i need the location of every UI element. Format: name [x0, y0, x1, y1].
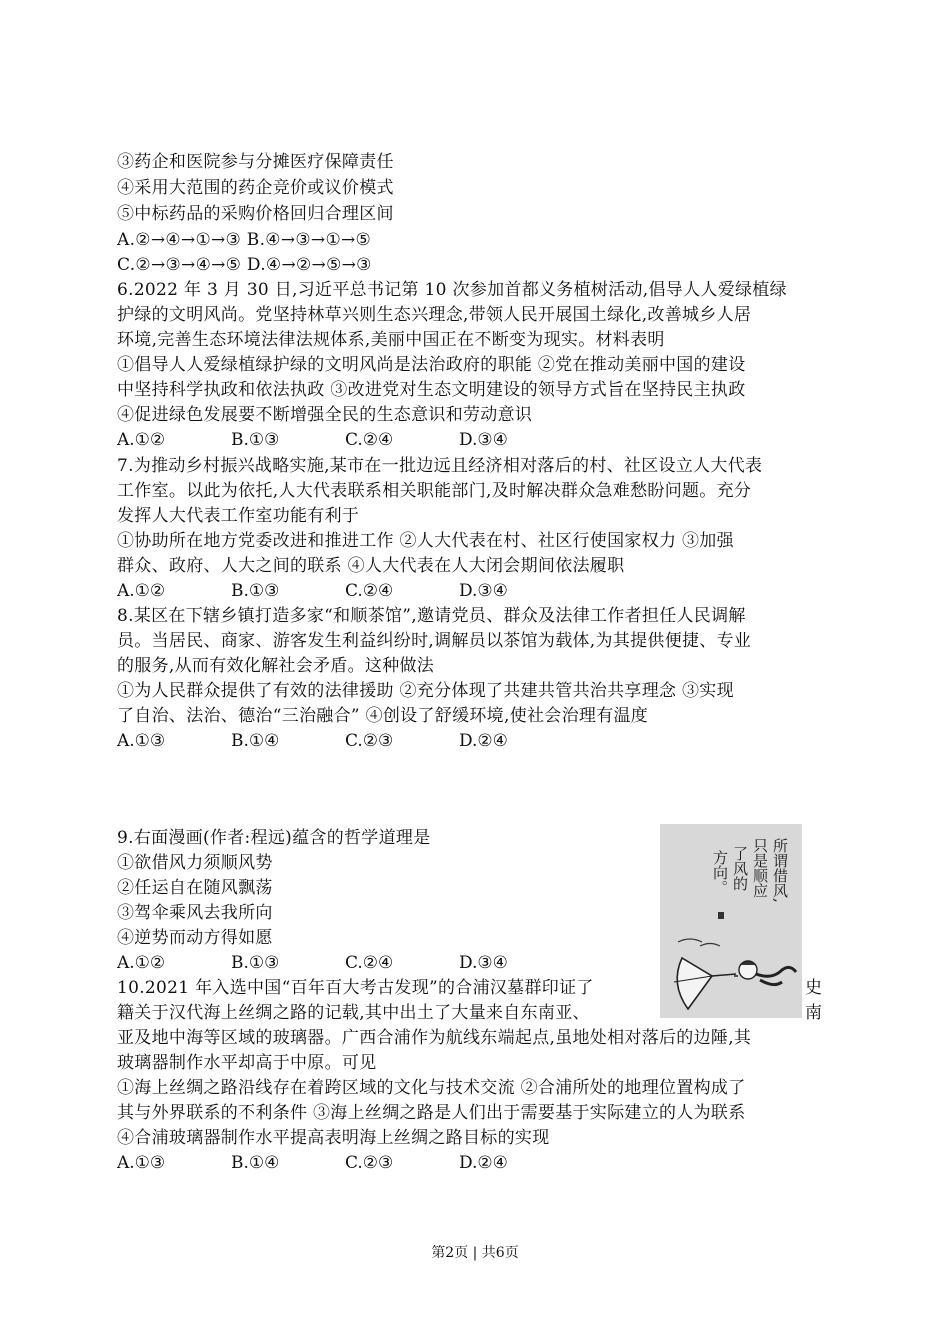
- option-d: D.③④: [459, 430, 508, 450]
- q7-stem-line: 发挥人大代表工作室功能有利于: [117, 506, 360, 526]
- caption-col-2: 只是顺应: [751, 838, 769, 898]
- q8-item-line: ①为人民群众提供了有效的法律援助 ②充分体现了共建共管共治共享理念 ③实现: [117, 681, 734, 701]
- cartoon-drawing: [660, 824, 802, 1018]
- q9-item-4: ④逆势而动方得如愿: [117, 928, 273, 948]
- q5-options-cd: C.②→③→④→⑤ D.④→②→⑤→③: [117, 255, 372, 275]
- q6-item-line: ①倡导人人爱绿植绿护绿的文明风尚是法治政府的职能 ②党在推动美丽中国的建设: [117, 355, 746, 375]
- q10-item-line: 其与外界联系的不利条件 ③海上丝绸之路是人们出于需要基于实际建立的人为联系: [117, 1103, 746, 1123]
- caption-col-4: 方向。: [711, 850, 729, 895]
- option-b: B.①④: [231, 1153, 280, 1173]
- q9-stem: 9.右面漫画(作者:程远)蕴含的哲学道理是: [117, 828, 431, 848]
- q5-item-5: ⑤中标药品的采购价格回归合理区间: [117, 204, 394, 224]
- q6-stem-line: 护绿的文明风尚。党坚持林草兴则生态兴理念,带领人民开展国土绿化,改善城乡人居: [117, 305, 752, 325]
- artist-seal-icon: [718, 912, 724, 919]
- option-a: A.①②: [117, 430, 166, 450]
- q10-stem-tail: 南: [805, 1003, 823, 1023]
- q7-item-line: ①协助所在地方党委改进和推进工作 ②人大代表在村、社区行使国家权力 ③加强: [117, 531, 734, 551]
- q7-stem-line: 7.为推动乡村振兴战略实施,某市在一批边远且经济相对落后的村、社区设立人大代表: [117, 456, 763, 476]
- option-c: C.②③: [345, 731, 394, 751]
- q10-stem-lead: 10.2021 年入选中国“百年百大考古发现”的合浦汉墓群印证了: [117, 978, 594, 998]
- option-a: A.①③: [117, 1153, 166, 1173]
- page-footer: 第2页 | 共6页: [431, 1245, 519, 1261]
- caption-col-3: 了风的: [731, 846, 749, 891]
- option-c: C.②④: [345, 581, 394, 601]
- option-b: B.①④: [231, 731, 280, 751]
- q6-item-line: 中坚持科学执政和依法执政 ③改进党对生态文明建设的领导方式旨在坚持民主执政: [117, 380, 746, 400]
- q10-stem-line: 亚及地中海等区域的玻璃器。广西合浦作为航线东端起点,虽地处相对落后的边陲,其: [117, 1028, 752, 1048]
- option-c: C.②④: [345, 430, 394, 450]
- q10-stem-line: 玻璃器制作水平却高于中原。可见: [117, 1053, 377, 1073]
- q8-stem-line: 8.某区在下辖乡镇打造多家“和顺茶馆”,邀请党员、群众及法律工作者担任人民调解: [117, 606, 746, 626]
- q10-item-line: ④合浦玻璃器制作水平提高表明海上丝绸之路目标的实现: [117, 1128, 550, 1148]
- option-d: D.②④: [459, 1153, 508, 1173]
- option-b: B.①③: [231, 581, 280, 601]
- option-d: D.③④: [459, 581, 508, 601]
- q8-item-line: 了自治、法治、德治“三治融合” ④创设了舒缓环境,使社会治理有温度: [117, 706, 649, 726]
- option-a: A.①③: [117, 731, 166, 751]
- option-d: D.③④: [459, 953, 508, 973]
- q9-item-3: ③驾伞乘风去我所向: [117, 903, 273, 923]
- q5-item-3: ③药企和医院参与分摊医疗保障责任: [117, 152, 394, 172]
- q5-options-ab: A.②→④→①→③ B.④→③→①→⑤: [117, 230, 372, 250]
- q6-stem-line: 6.2022 年 3 月 30 日,习近平总书记第 10 次参加首都义务植树活动,倡导人人爱绿植绿: [117, 280, 787, 300]
- q7-stem-line: 工作室。以此为依托,人大代表联系相关职能部门,及时解决群众急难愁盼问题。充分: [117, 481, 752, 501]
- q6-item-line: ④促进绿色发展要不断增强全民的生态意识和劳动意识: [117, 405, 533, 425]
- q10-stem-tail: 史: [805, 978, 823, 998]
- q10-item-line: ①海上丝绸之路沿线存在着跨区域的文化与技术交流 ②合浦所处的地理位置构成了: [117, 1078, 746, 1098]
- cartoon-image: [660, 824, 802, 1018]
- q8-stem-line: 的服务,从而有效化解社会矛盾。这种做法: [117, 656, 435, 676]
- q9-item-1: ①欲借风力须顺风势: [117, 853, 273, 873]
- q5-item-4: ④采用大范围的药企竞价或议价模式: [117, 178, 394, 198]
- option-b: B.①③: [231, 430, 280, 450]
- caption-col-1: 所谓借风,: [771, 838, 789, 903]
- option-b: B.①③: [231, 953, 280, 973]
- option-c: C.②④: [345, 953, 394, 973]
- q10-stem-lead: 籍关于汉代海上丝绸之路的记载,其中出土了大量来自东南亚、: [117, 1003, 590, 1023]
- option-a: A.①②: [117, 953, 166, 973]
- option-c: C.②③: [345, 1153, 394, 1173]
- option-d: D.②④: [459, 731, 508, 751]
- q9-item-2: ②任运自在随风飘荡: [117, 878, 273, 898]
- q7-item-line: 群众、政府、人大之间的联系 ④人大代表在人大闭会期间依法履职: [117, 556, 625, 576]
- option-a: A.①②: [117, 581, 166, 601]
- q8-stem-line: 员。当居民、商家、游客发生利益纠纷时,调解员以茶馆为载体,为其提供便捷、专业: [117, 631, 752, 651]
- q6-stem-line: 环境,完善生态环境法律法规体系,美丽中国正在不断变为现实。材料表明: [117, 330, 665, 350]
